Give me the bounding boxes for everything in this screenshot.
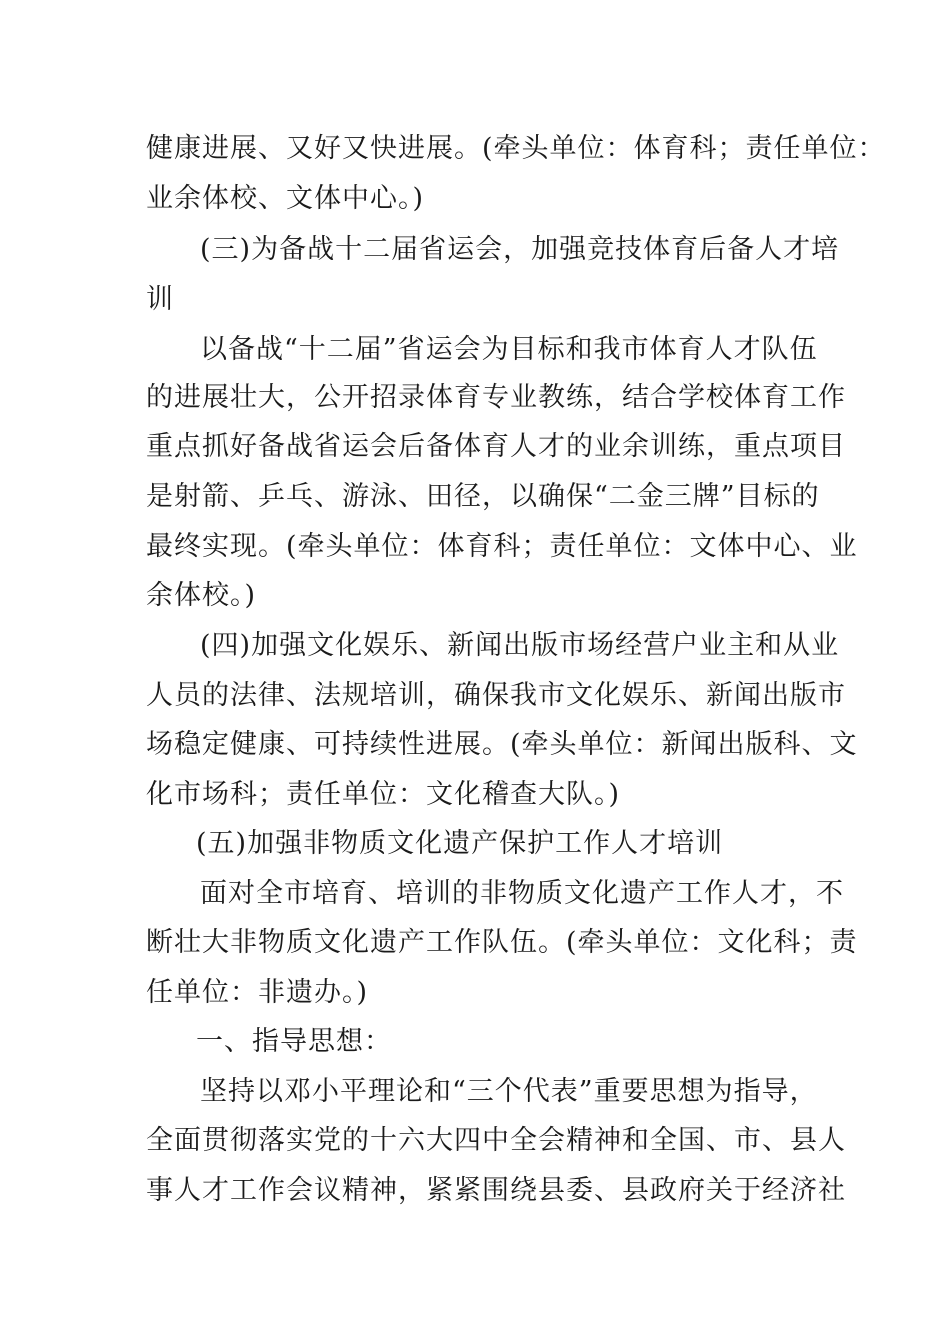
section-heading: 训 (146, 284, 174, 315)
text-line: 事人才工作会议精神，紧紧围绕县委、县政府关于经济社 (146, 1175, 846, 1206)
section-heading: (三)为备战十二届省运会，加强竞技体育后备人才培 (200, 234, 840, 265)
text-line: 是射箭、乒乓、游泳、田径，以确保“二金三牌”目标的 (146, 481, 820, 512)
text-line: 最终实现。(牵头单位：体育科；责任单位：文体中心、业 (146, 531, 858, 562)
section-heading: (四)加强文化娱乐、新闻出版市场经营户业主和从业 (200, 630, 840, 661)
text-line: 化市场科；责任单位：文化稽查大队。) (146, 779, 621, 810)
text-line: 场稳定健康、可持续性进展。(牵头单位：新闻出版科、文 (146, 729, 858, 760)
text-line: 以备战“十二届”省运会为目标和我市体育人才队伍 (200, 334, 818, 365)
text-line: 余体校。) (146, 580, 257, 611)
text-line: 人员的法律、法规培训，确保我市文化娱乐、新闻出版市 (146, 680, 846, 711)
text-line: 的进展壮大，公开招录体育专业教练，结合学校体育工作 (146, 382, 846, 413)
text-line: 业余体校、文体中心。) (146, 183, 425, 214)
text-line: 全面贯彻落实党的十六大四中全会精神和全国、市、县人 (146, 1125, 846, 1156)
text-line: 断壮大非物质文化遗产工作队伍。(牵头单位：文化科；责 (146, 927, 858, 958)
section-heading: 一、指导思想： (196, 1026, 392, 1057)
text-line: 面对全市培育、培训的非物质文化遗产工作人才，不 (200, 878, 844, 909)
text-line: 健康进展、又好又快进展。(牵头单位：体育科；责任单位： (146, 133, 886, 164)
text-line: 重点抓好备战省运会后备体育人才的业余训练，重点项目 (146, 431, 846, 462)
section-heading: (五)加强非物质文化遗产保护工作人才培训 (196, 828, 724, 859)
text-line: 任单位：非遗办。) (146, 977, 369, 1008)
text-line: 坚持以邓小平理论和“三个代表”重要思想为指导， (200, 1076, 818, 1107)
